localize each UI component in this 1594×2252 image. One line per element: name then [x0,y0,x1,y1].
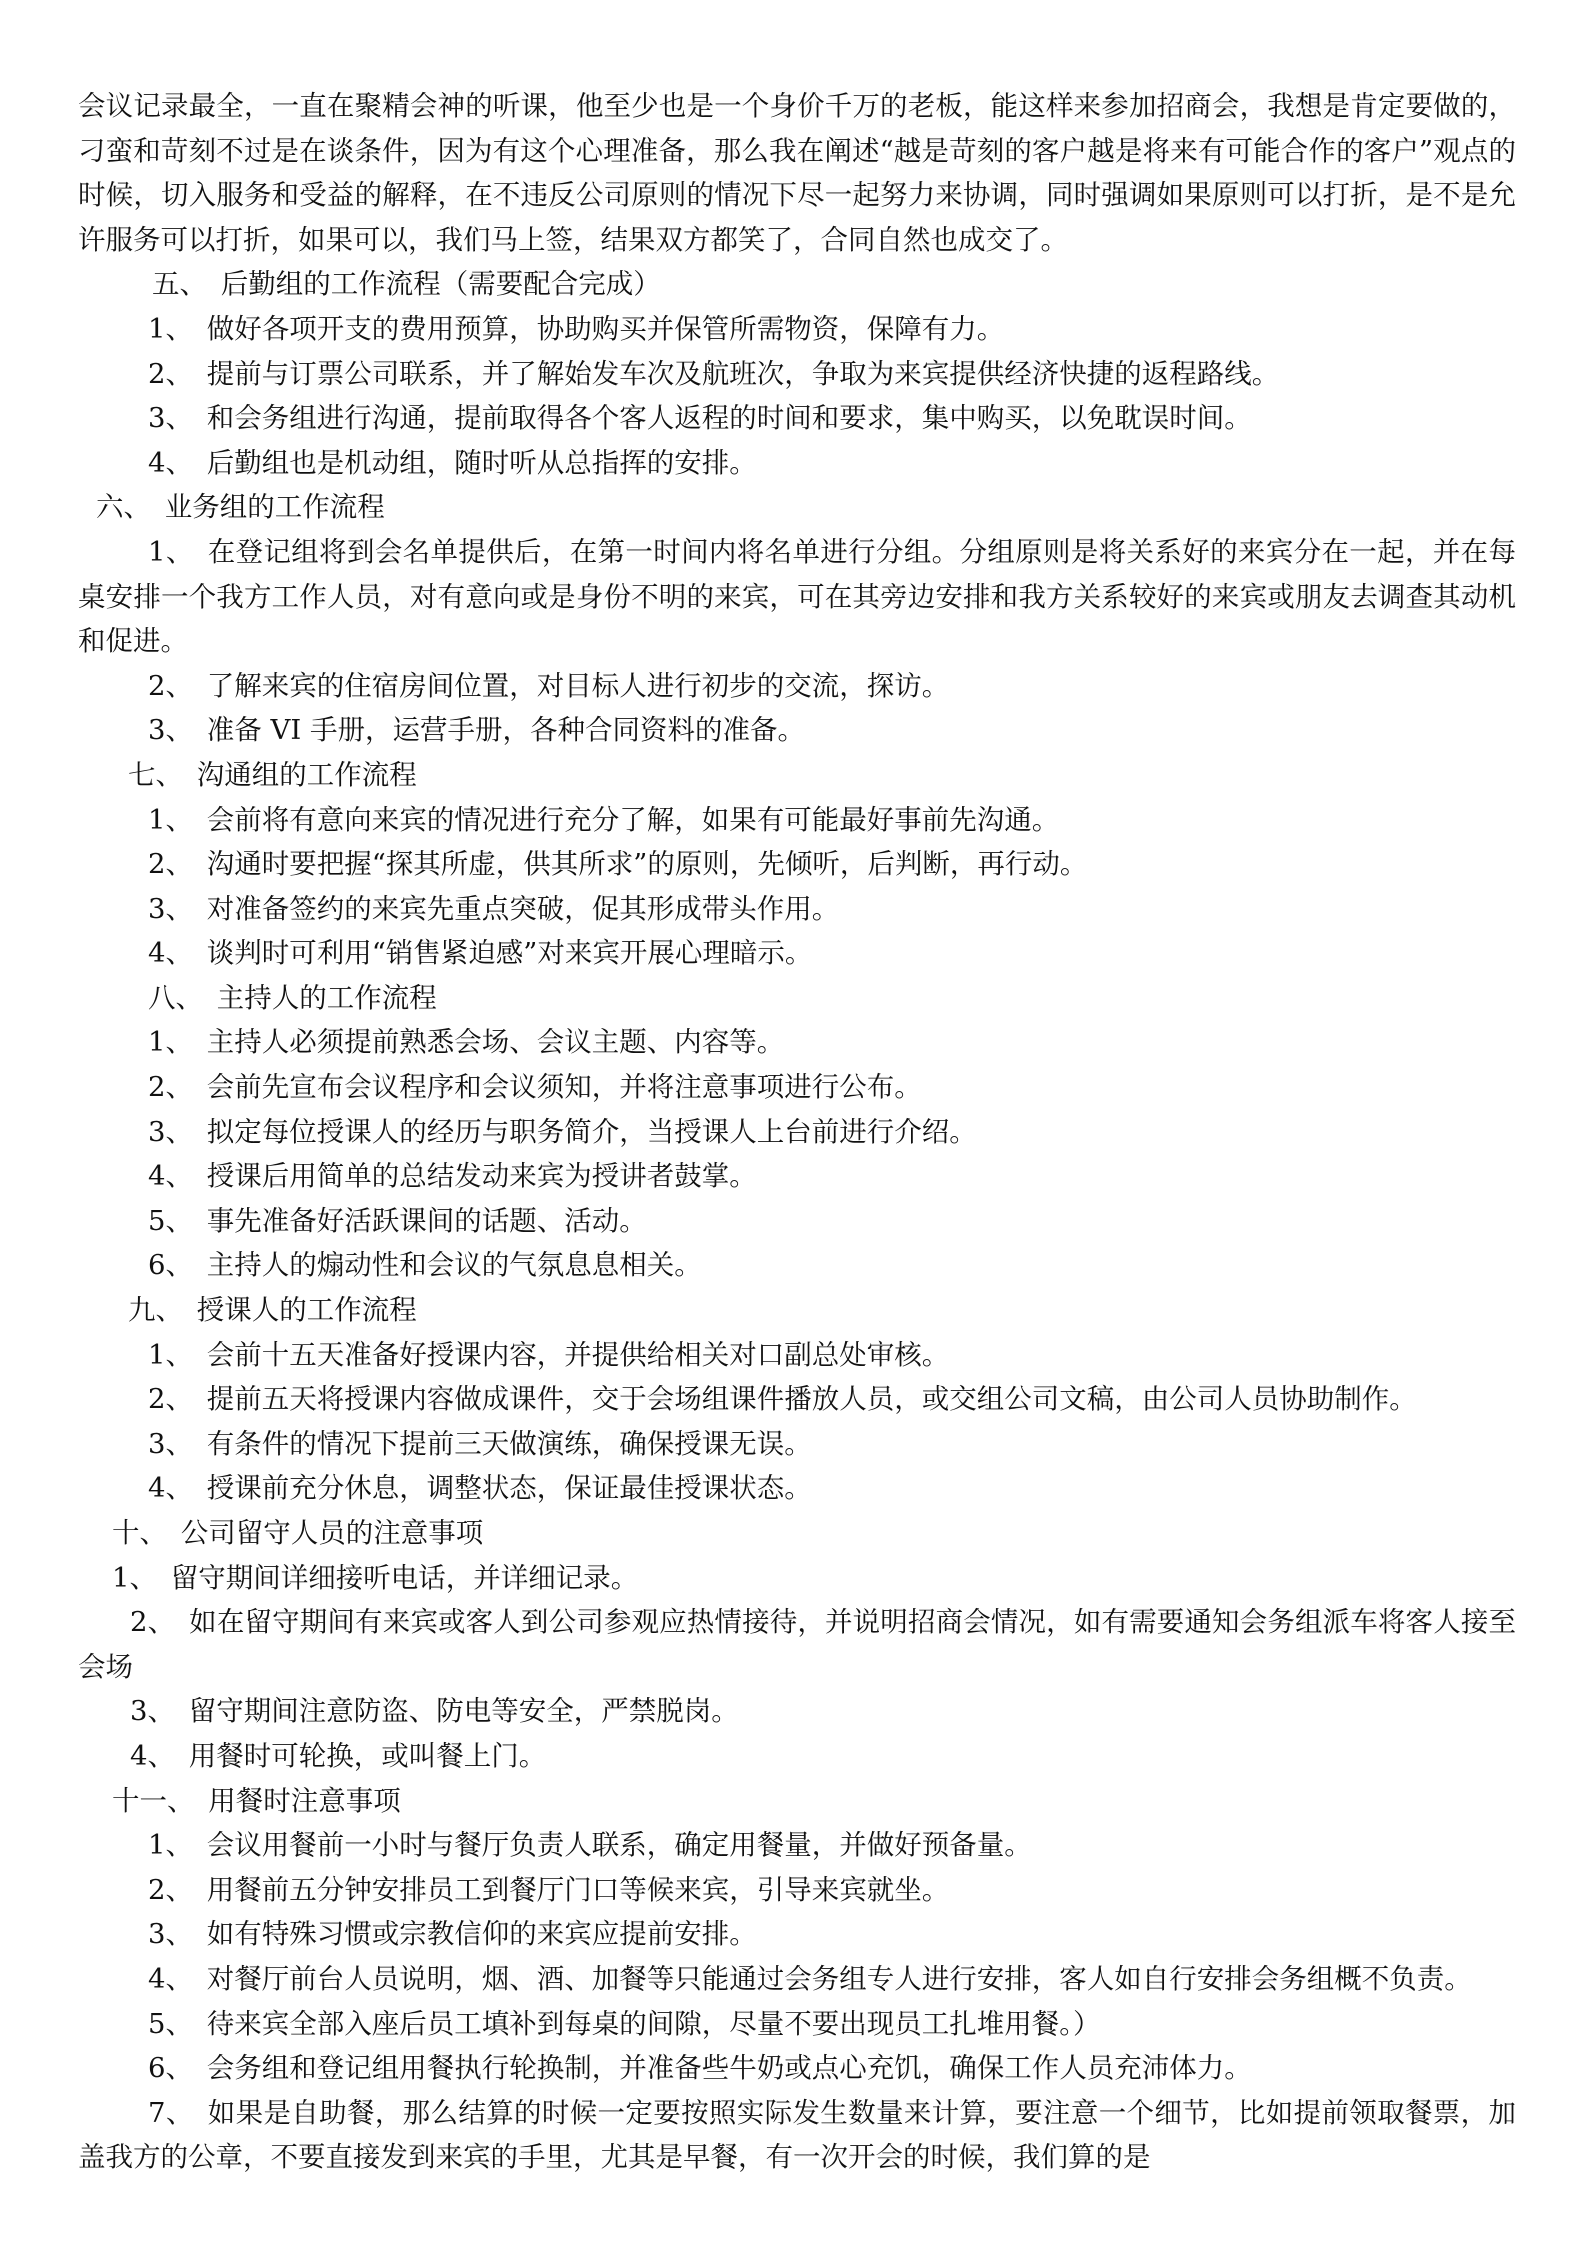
section-8-item-6: 6、 主持人的煽动性和会议的气氛息息相关。 [148,1249,702,1282]
section-11-item-1: 1、 会议用餐前一小时与餐厅负责人联系，确定用餐量，并做好预备量。 [148,1829,1032,1862]
section-8-item-1: 1、 主持人必须提前熟悉会场、会议主题、内容等。 [148,1026,785,1059]
section-7-heading: 七、 沟通组的工作流程 [128,758,417,791]
section-7-item-2: 2、 沟通时要把握“探其所虚，供其所求”的原则，先倾听，后判断，再行动。 [148,848,1088,881]
section-8-item-4: 4、 授课后用简单的总结发动来宾为授讲者鼓掌。 [148,1160,757,1193]
section-8-heading: 八、 主持人的工作流程 [148,981,437,1014]
intro-paragraph: 会议记录最全，一直在聚精会神的听课，他至少也是一个身价千万的老板，能这样来参加招商会，我想是肯定要做的，刁蛮和苛刻不过是在谈条件，因为有这个心理准备，那么我在阐述“越是苛刻的客户越是将来有可能合作的客户”观点的时候，切入服务和受益的解释，在不违反公司原则的情况下尽一起努力来协调，同时强调如果原则可以打折，是不是允许服务可以打折，如果可以，我们马上签，结果双方都笑了，合同自然也成交了。 [78,90,1516,256]
section-11-item-2: 2、 用餐前五分钟安排员工到餐厅门口等候来宾，引导来宾就坐。 [148,1873,950,1906]
section-11-item-5: 5、 待来宾全部入座后员工填补到每桌的间隙，尽量不要出现员工扎堆用餐。） [148,2007,1101,2040]
section-11-item-4: 4、 对餐厅前台人员说明，烟、酒、加餐等只能通过会务组专人进行安排，客人如自行安排会务组概不负责。 [148,1962,1472,1995]
section-10-heading: 十、 公司留守人员的注意事项 [112,1517,484,1549]
section-11-item-7: 7、 如果是自助餐，那么结算的时候一定要按照实际发生数量来计算，要注意一个细节，比如提前领取餐票，加盖我方的公章，不要直接发到来宾的手里，尤其是早餐，有一次开会的时候，我们算的是 [78,2096,1516,2174]
section-11-item-3: 3、 如有特殊习惯或宗教信仰的来宾应提前安排。 [148,1918,757,1951]
section-9-item-1: 1、 会前十五天准备好授课内容，并提供给相关对口副总处审核。 [148,1338,950,1371]
section-10-item-2: 2、 如在留守期间有来宾或客人到公司参观应热情接待，并说明招商会情况，如有需要通知会务组派车将客人接至会场 [78,1606,1516,1683]
section-5-item-4: 4、 后勤组也是机动组，随时听从总指挥的安排。 [148,446,757,479]
section-6-item-3: 3、 准备 VI 手册，运营手册，各种合同资料的准备。 [148,714,805,747]
section-5-item-2: 2、 提前与订票公司联系，并了解始发车次及航班次，争取为来宾提供经济快捷的返程路线。 [148,357,1280,390]
section-5-item-1: 1、 做好各项开支的费用预算，协助购买并保管所需物资，保障有力。 [148,312,1005,345]
section-10-item-3: 3、 留守期间注意防盗、防电等安全，严禁脱岗。 [130,1695,739,1728]
section-9-item-4: 4、 授课前充分休息，调整状态，保证最佳授课状态。 [148,1472,812,1505]
section-6-item-1: 1、 在登记组将到会名单提供后，在第一时间内将名单进行分组。分组原则是将关系好的来宾分在一起，并在每桌安排一个我方工作人员，对有意向或是身份不明的来宾，可在其旁边安排和我方关系较好的来宾或朋友去调查其动机和促进。 [78,535,1516,658]
section-8-item-3: 3、 拟定每位授课人的经历与职务简介，当授课人上台前进行介绍。 [148,1115,977,1148]
section-9-heading: 九、 授课人的工作流程 [128,1294,417,1327]
section-9-item-2: 2、 提前五天将授课内容做成课件，交于会场组课件播放人员，或交组公司文稿，由公司人员协助制作。 [148,1383,1417,1416]
section-8-item-5: 5、 事先准备好活跃课间的话题、活动。 [148,1204,647,1237]
section-10-item-4: 4、 用餐时可轮换，或叫餐上门。 [130,1739,547,1772]
section-6-item-2: 2、 了解来宾的住宿房间位置，对目标人进行初步的交流，探访。 [148,669,950,702]
section-5-heading: 五、 后勤组的工作流程（需要配合完成） [152,268,661,301]
section-5-item-3: 3、 和会务组进行沟通，提前取得各个客人返程的时间和要求，集中购买，以免耽误时间。 [148,402,1252,435]
section-7-item-1: 1、 会前将有意向来宾的情况进行充分了解，如果有可能最好事前先沟通。 [148,803,1060,836]
section-7-item-4: 4、 谈判时可利用“销售紧迫感”对来宾开展心理暗示。 [148,937,813,970]
section-11-heading: 十一、 用餐时注意事项 [112,1784,401,1817]
section-6-heading: 六、 业务组的工作流程 [96,491,385,524]
section-10-item-1: 1、 留守期间详细接听电话，并详细记录。 [112,1561,639,1594]
section-9-item-3: 3、 有条件的情况下提前三天做演练，确保授课无误。 [148,1427,812,1460]
section-8-item-2: 2、 会前先宣布会议程序和会议须知，并将注意事项进行公布。 [148,1071,922,1104]
section-7-item-3: 3、 对准备签约的来宾先重点突破，促其形成带头作用。 [148,892,840,925]
section-11-item-6: 6、 会务组和登记组用餐执行轮换制，并准备些牛奶或点心充饥，确保工作人员充沛体力。 [148,2052,1252,2085]
